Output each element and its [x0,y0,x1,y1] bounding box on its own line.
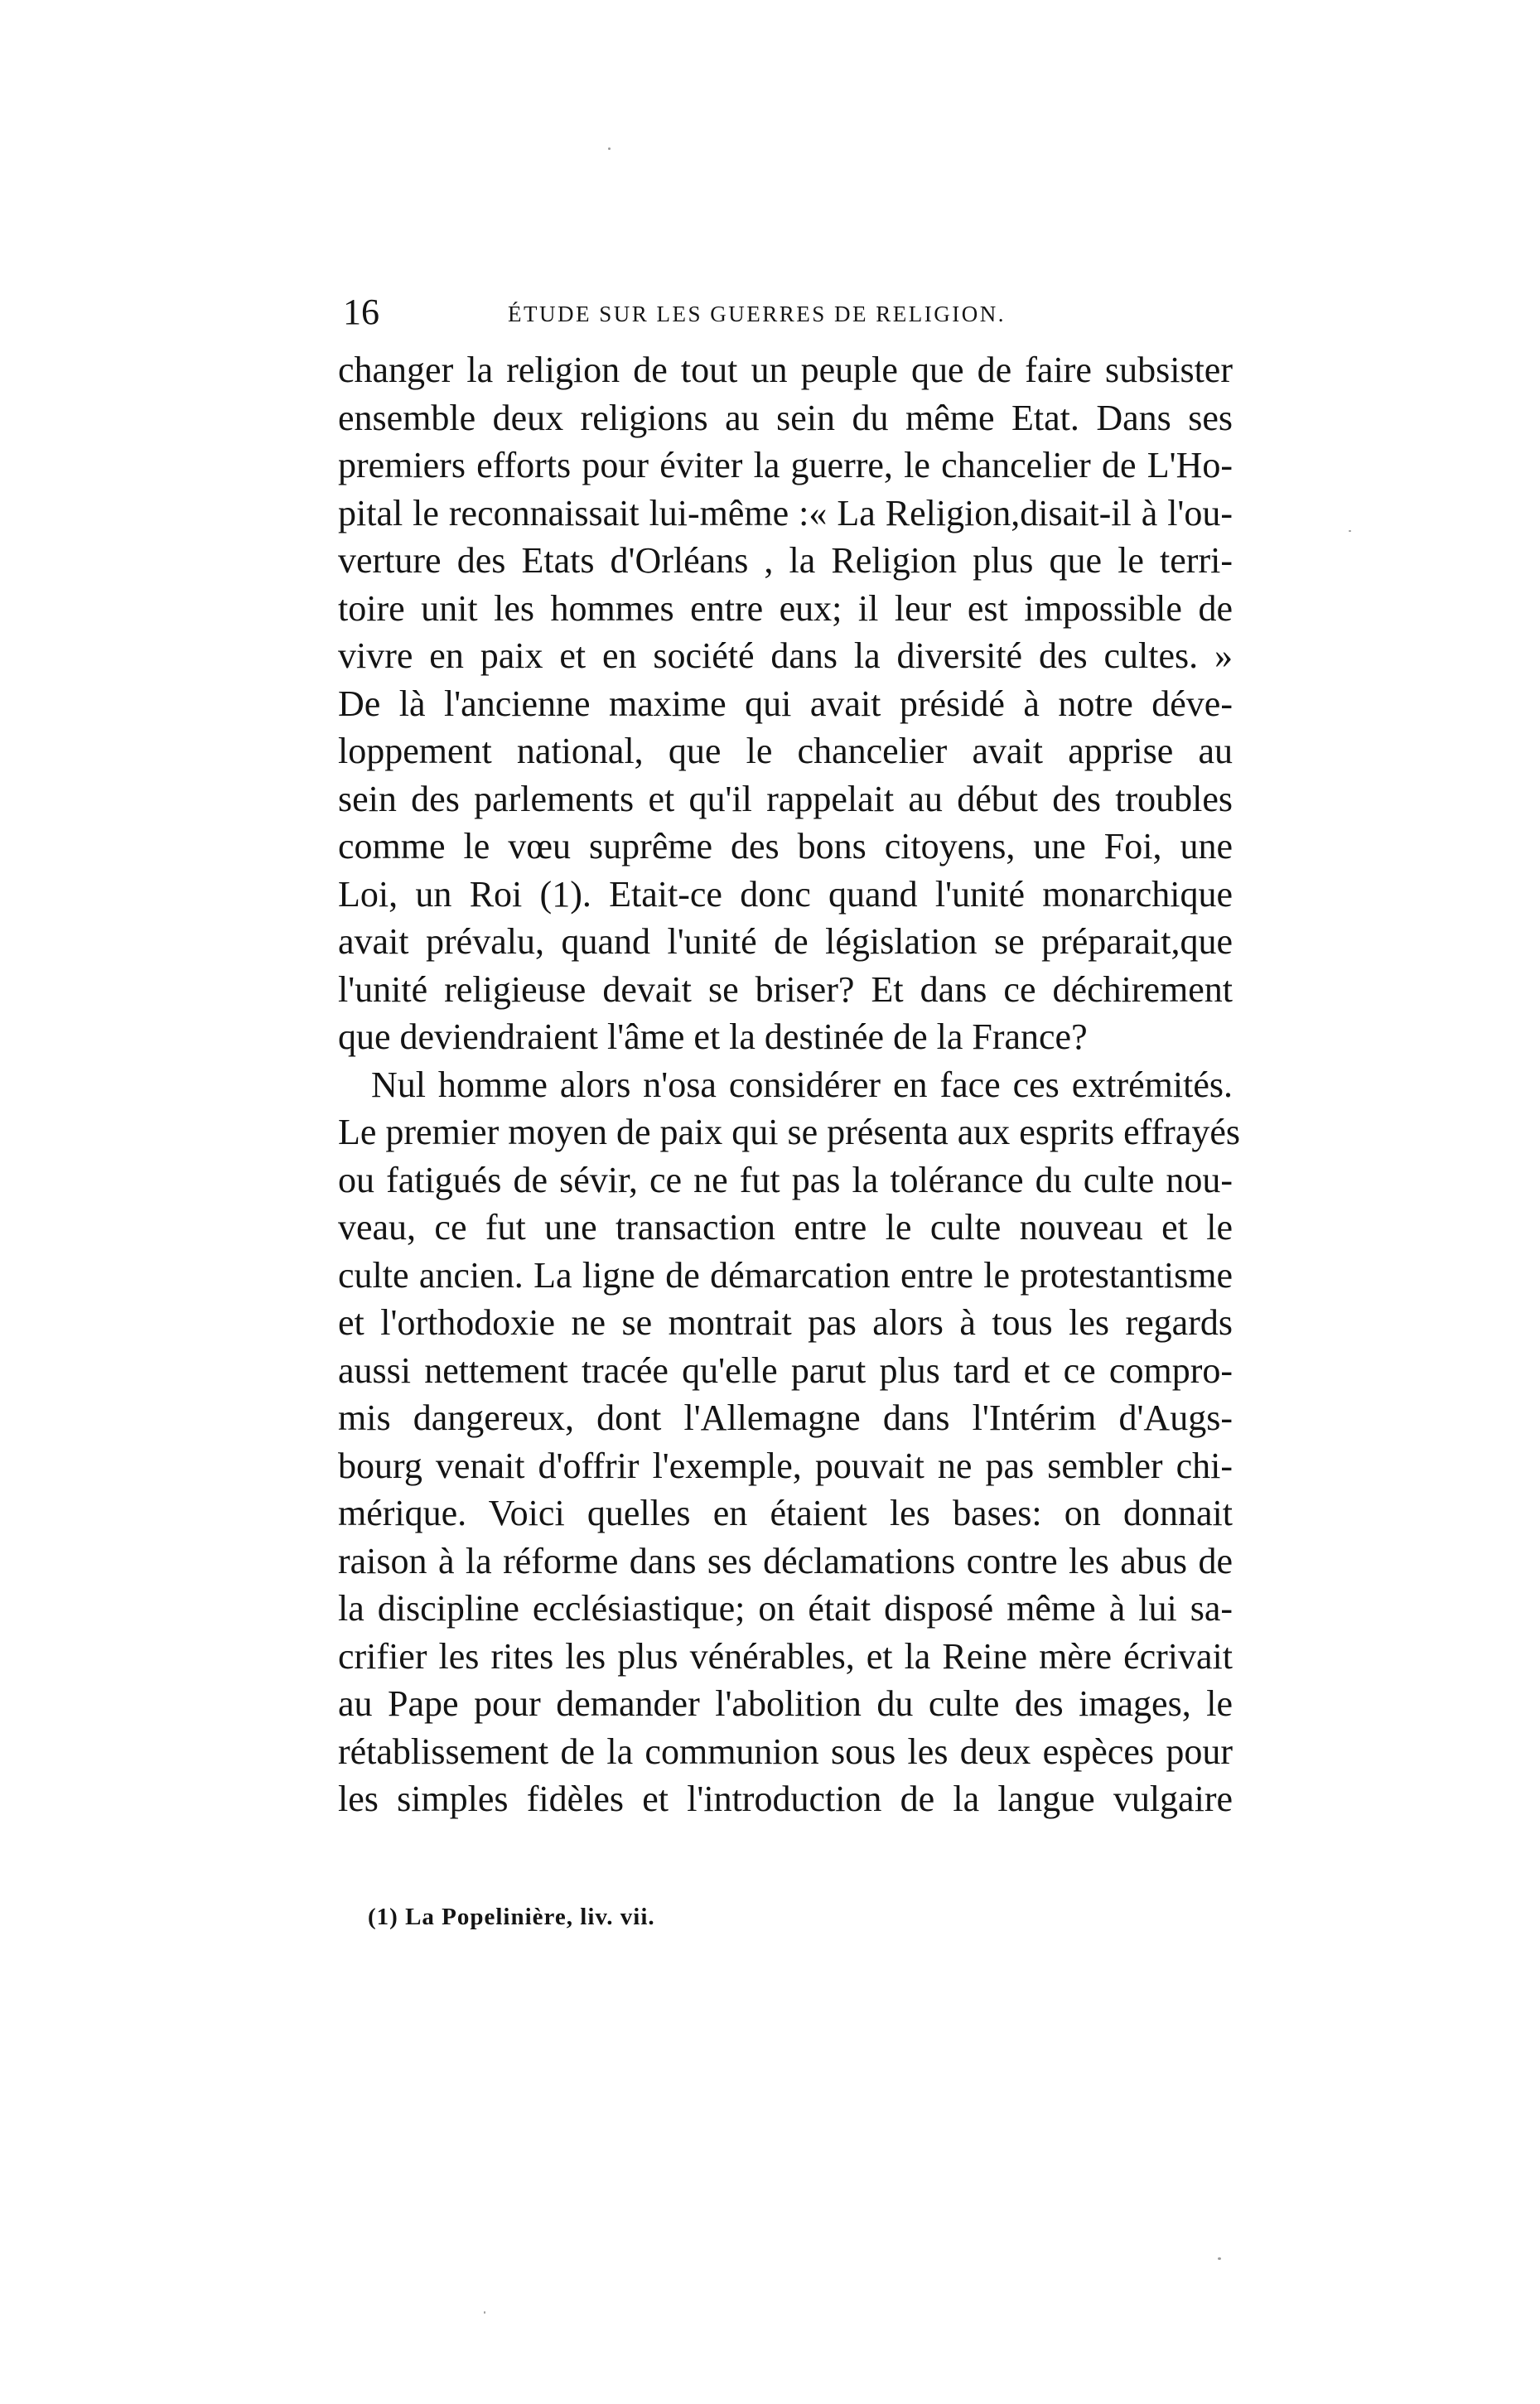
text-line: veau, ce fut une transaction entre le culte nouveau et le [338,1207,1233,1248]
text-line: pital le reconnaissait lui-même :« La Religion,disait-il à l'ou- [338,492,1233,533]
text-line: les simples fidèles et l'introduction de la langue vulgaire [338,1779,1233,1819]
text-line: mérique. Voici quelles en étaient les bases: on donnait [338,1493,1233,1533]
text-line: toire unit les hommes entre eux; il leur est impossible de [338,587,1233,629]
page-number: 16 [343,292,379,332]
body-text [338,346,1240,1823]
text-line: que deviendraient l'âme et la destinée de la France? [338,1016,1088,1057]
text-line: l'unité religieuse devait se briser? Et dans ce déchirement [338,968,1233,1010]
text-line: premiers efforts pour éviter la guerre, le chancelier de L'Ho- [338,445,1233,485]
text-line: sein des parlements et qu'il rappelait au début des troubles [338,778,1233,819]
text-line: culte ancien. La ligne de démarcation entre le protestantisme [338,1254,1233,1296]
text-line: crifier les rites les plus vénérables, et la Reine mère écrivait [338,1635,1233,1677]
text-line: la discipline ecclésiastique; on était disposé même à lui sa- [338,1588,1233,1629]
paragraph [338,1061,1240,1823]
text-line: comme le vœu suprême des bons citoyens, une Foi, une [338,826,1233,867]
text-line: loppement national, que le chancelier avait apprise au [338,731,1233,771]
text-line: au Pape pour demander l'abolition du culte des images, le [338,1683,1233,1724]
text-line: changer la religion de tout un peuple que de faire subsister [338,350,1233,390]
running-header [338,292,1233,333]
running-title: ÉTUDE SUR LES GUERRES DE RELIGION. [508,302,1006,326]
text-line: mis dangereux, dont l'Allemagne dans l'Intérim d'Augs- [338,1398,1233,1438]
text-line: Loi, un Roi (1). Etait-ce donc quand l'unité monarchique [338,873,1233,915]
text-line: De là l'ancienne maxime qui avait présidé à notre déve- [338,683,1233,724]
scan-speck [1349,530,1351,532]
text-line: ensemble deux religions au sein du même Etat. Dans ses [338,397,1233,438]
text-line: verture des Etats d'Orléans , la Religion plus que le terri- [338,540,1233,581]
scan-speck [1218,2257,1221,2260]
text-line: bourg venait d'offrir l'exemple, pouvait ne pas sembler chi- [338,1445,1233,1486]
text-line: et l'orthodoxie ne se montrait pas alors à tous les regards [338,1302,1233,1343]
scan-speck [608,147,611,150]
paragraph [338,346,1233,1061]
text-line: raison à la réforme dans ses déclamations contre les abus de [338,1540,1233,1581]
text-line: ou fatigués de sévir, ce ne fut pas la tolérance du culte nou- [338,1159,1233,1200]
text-line: rétablissement de la communion sous les deux espèces pour [338,1731,1233,1772]
footnote: (1) La Popelinière, liv. vii. [368,1904,655,1930]
scan-speck [484,2311,485,2314]
text-line: Nul homme alors n'osa considérer en face ces extrémités. [371,1064,1233,1105]
text-line: Le premier moyen de paix qui se présenta aux esprits effrayés [338,1112,1240,1152]
text-line: vivre en paix et en société dans la diversité des cultes. » [338,635,1233,676]
text-line: avait prévalu, quand l'unité de législation se préparait,que [338,921,1233,962]
text-line: aussi nettement tracée qu'elle parut plus tard et ce compro- [338,1349,1233,1391]
